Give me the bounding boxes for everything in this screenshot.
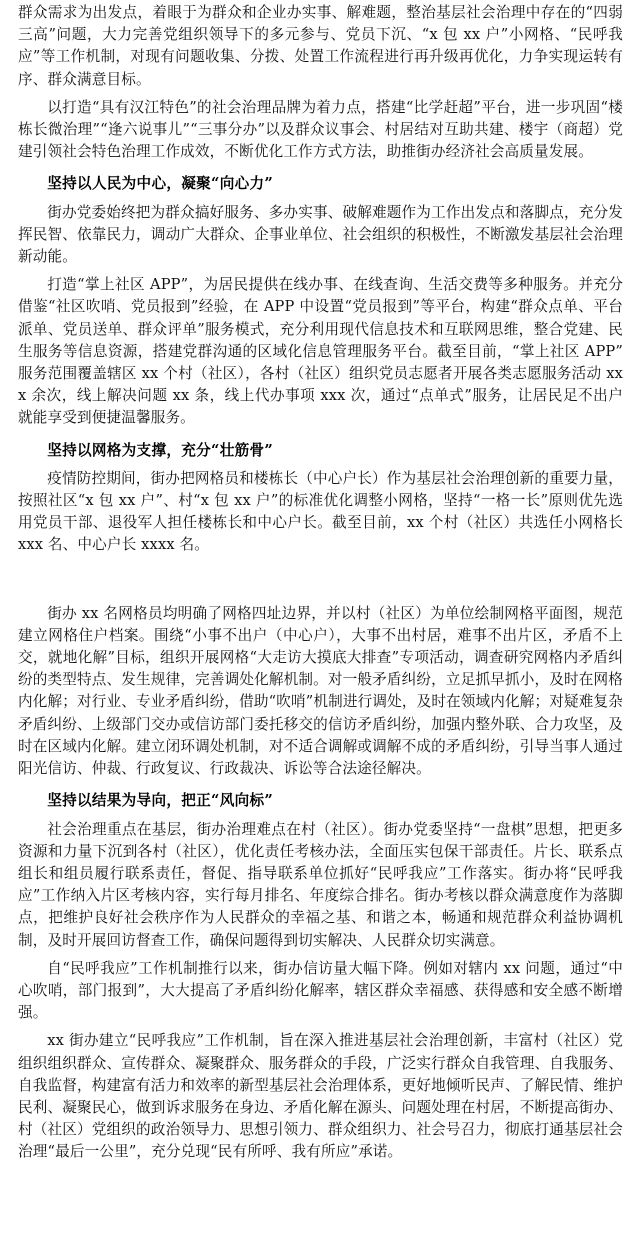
- bottom-whitespace: [18, 1164, 623, 1234]
- body-paragraph: 打造“掌上社区 APP”，为居民提供在线办事、在线查询、生活交费等多种服务。并充分借鉴“社区吹哨、党员报到”经验，在 APP 中设置“党员报到”等平台，构建“群众点单、平台派单、党员送单、群众评单”服务模式，充分利用现代信息技术和互联网思维，整合党建、民生服务等信息资源，搭建党群沟通的区域化信息管理服务平台。截至目前，“掌上社区 APP”服务范围覆盖辖区 xx 个村（社区），各村（社区）组织党员志愿者开展各类志愿服务活动 xxx 余次，线上解决问题 xx 条，线上代办事项 xxx 次，通过“点单式”服务，让居民足不出户就能享受到便捷温馨服务。: [18, 276, 623, 427]
- spacer: [18, 163, 623, 173]
- body-paragraph: 自“民呼我应”工作机制推行以来，街办信访量大幅下降。例如对辖内 xx 问题，通过“中心吹哨，部门报到”，大大提高了矛盾纠纷化解率，辖区群众幸福感、获得感和安全感不断增强。: [18, 959, 623, 1022]
- body-paragraph: 街办 xx 名网格员均明确了网格四址边界，并以村（社区）为单位绘制网格平面图，规范建立网格住户档案。围绕“小事不出户（中心户），大事不出村居，难事不出片区，矛盾不上交，就地化解”目标，组织开展网格“大走访大摸底大排查”专项活动，调查研究网格内矛盾纠纷的类型特点、发生规律，完善调处化解机制。对一般矛盾纠纷，立足抓早抓小，及时在网格内化解；对行业、专业矛盾纠纷，借助“吹哨”机制进行调处，及时在领域内化解；对疑难复杂矛盾纠纷、上级部门交办或信访部门委托移交的信访矛盾纠纷，加强内整外联、合力攻坚，及时在区域内化解。建立闭环调处机制，对不适合调解或调解不成的矛盾纠纷，引导当事人通过阳光信访、仲裁、行政复议、行政裁决、诉讼等合法途径解决。: [18, 604, 623, 778]
- section-heading: 坚持以结果为导向，把正“风向标”: [47, 792, 274, 810]
- spacer: [18, 430, 623, 440]
- body-paragraph: 疫情防控期间，街办把网格员和楼栋长（中心户长）作为基层社会治理创新的重要力量，按照社区“x 包 xx 户”、村“x 包 xx 户”的标准优化调整小网格，坚持“一格一长”原则优先选用党员干部、退役军人担任楼栋长和中心户长。截至目前，xx 个村（社区）共选任小网格长 xxx 名、中心户长 xxxx 名。: [18, 469, 623, 554]
- document-body: [18, 0, 623, 1234]
- spacer: [18, 780, 623, 790]
- body-paragraph: 群众需求为出发点，着眼于为群众和企业办实事、解难题，整治基层社会治理中存在的“四弱三高”问题，大力完善党组织领导下的多元参与、党员下沉、“x 包 xx 户”小网格、“民呼我应”等工作机制，对现有问题收集、分拨、处置工作流程进行再升级再优化，力争实现运转有序、群众满意目标。: [18, 4, 623, 88]
- body-paragraph: 街办党委始终把为群众搞好服务、多办实事、破解难题作为工作出发点和落脚点，充分发挥民智、依靠民力，调动广大群众、企事业单位、社会组织的积极性，不断激发基层社会治理新动能。: [18, 203, 623, 266]
- page-break-gap: [18, 557, 623, 603]
- body-paragraph: 以打造“具有汉江特色”的社会治理品牌为着力点，搭建“比学赶超”平台，进一步巩固“楼栋长微治理”“逢六说事儿”“三事分办”以及群众议事会、村居结对互助共建、楼宇（商超）党建引领社会特色治理工作成效，不断优化工作方式方法，助推街办经济社会高质量发展。: [18, 98, 623, 161]
- body-paragraph: xx 街办建立“民呼我应”工作机制，旨在深入推进基层社会治理创新，丰富村（社区）党组织组织群众、宣传群众、凝聚群众、服务群众的手段，广泛实行群众自我管理、自我服务、自我监督，构建富有活力和效率的新型基层社会治理体系，更好地倾听民声、了解民情、维护民利、凝聚民心，做到诉求服务在身边、矛盾化解在源头、问题处理在村居，不断提高街办、村（社区）党组织的政治领导力、思想引领力、群众组织力、社会号召力，彻底打通基层社会治理“最后一公里”，充分兑现“民有所呼、我有所应”承诺。: [18, 1032, 623, 1161]
- section-heading: 坚持以网格为支撑，充分“壮筋骨”: [47, 441, 274, 459]
- section-heading: 坚持以人民为中心，凝聚“向心力”: [47, 175, 274, 193]
- body-paragraph: 社会治理重点在基层，街办治理难点在村（社区）。街办党委坚持“一盘棋”思想，把更多资源和力量下沉到各村（社区），优化责任考核办法，全面压实包保干部责任。片长、联系点组长和组员履行联系责任，督促、指导联系单位抓好“民呼我应”工作落实。街办将“民呼我应”工作纳入片区考核内容，实行每月排名、年度综合排名。街办考核以群众满意度作为落脚点，把维护良好社会秩序作为人民群众的幸福之基、和谐之本，畅通和规范群众利益协调机制，及时开展回访督查工作，确保问题得到切实解决、人民群众切实满意。: [18, 820, 623, 949]
